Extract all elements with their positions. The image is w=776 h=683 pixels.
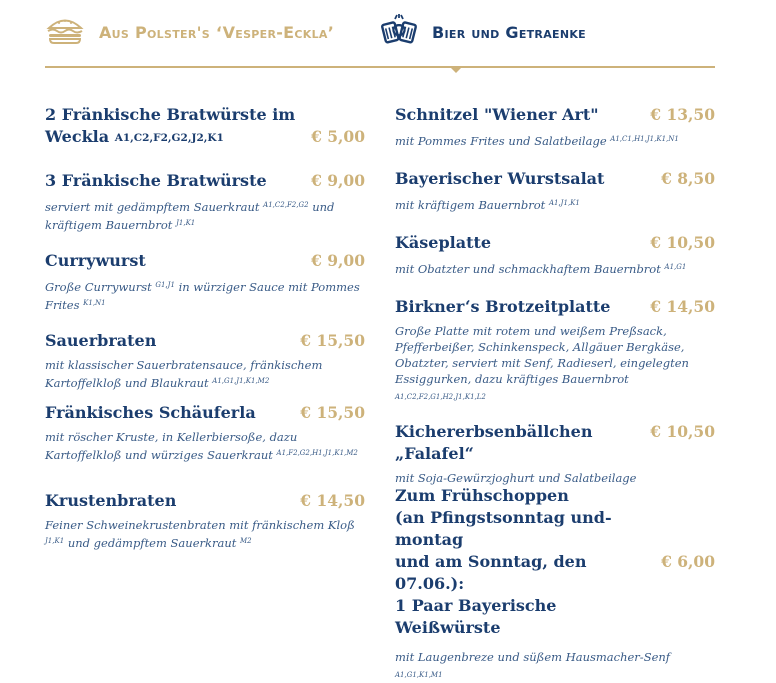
allergen-codes: A1,C2,F2,G1,H2,J1,K1,L2 — [395, 393, 486, 401]
allergen-codes: A1,C2,F2,G2 — [263, 201, 309, 209]
tab-bier-label: Bier und Getraenke — [432, 22, 586, 42]
category-tabs — [0, 0, 776, 80]
menu-item — [45, 104, 365, 170]
item-price: € 14,50 — [300, 491, 365, 510]
item-name: Käseplatte — [395, 233, 492, 252]
item-name: Birkner‘s Brotzeitplatte — [395, 297, 611, 316]
menu-item — [395, 168, 715, 232]
item-name: Schnitzel "Wiener Art" — [395, 105, 599, 124]
item-name: 2 Fränkische Bratwürste im Weckla A1,C2,F2,G2,J2,K1 — [45, 105, 296, 146]
item-description: mit Obatzter und schmackhaftem Bauernbrot $^{A1,G1}$ — [395, 262, 687, 276]
item-name: Bayerischer Wurstsalat — [395, 169, 605, 188]
item-name: Currywurst — [45, 251, 146, 270]
item-description: Große Platte mit rotem und weißem Preßsack, Pfefferbeißer, Schinkenspeck, Allgäuer Bergkäse, Obatzter, serviert mit Senf, Radieserl, eingelegten Essiggurken, dazu kräftiges Bauernbrot A1,C2,F2,G1,H2,J1,K1,L2 — [395, 324, 689, 401]
menu-item — [395, 421, 715, 485]
tab-divider — [45, 66, 715, 68]
item-name: Kichererbsenbällchen „Falafel“ — [395, 422, 593, 463]
allergen-codes: A1,J1,K1 — [548, 199, 580, 207]
item-price: € 6,00 — [661, 552, 715, 571]
menu-item — [45, 330, 365, 402]
allergen-codes: A1,F2,G2,H1,J1,K1,M2 — [276, 449, 358, 457]
item-price: € 8,50 — [661, 169, 715, 188]
burger-icon — [45, 15, 85, 49]
menu-item — [45, 402, 365, 490]
item-name: Sauerbraten — [45, 331, 157, 350]
menu-item — [395, 485, 715, 683]
allergen-codes: A1,G1 — [664, 263, 687, 271]
item-price: € 10,50 — [650, 233, 715, 252]
allergen-codes: A1,G1,K1,M1 — [395, 671, 443, 679]
tab-vesper-eckla[interactable] — [45, 12, 334, 52]
item-description: Große Currywurst $^{G1,J1}$ in würziger Sauce mit Pommes Frites $^{K1,N1}$ — [45, 280, 360, 312]
allergen-codes: M2 — [240, 537, 252, 545]
item-description: mit röscher Kruste, in Kellerbiersoße, dazu Kartoffelkloß und würziges Sauerkraut $^{A1,F2,G2,H1,J1,K1,M2}$ — [45, 430, 358, 462]
allergen-codes: K1,N1 — [83, 299, 106, 307]
item-price: € 15,50 — [300, 331, 365, 350]
item-description: mit Pommes Frites und Salatbeilage $^{A1,C1,H1,J1,K1,N1}$ — [395, 134, 679, 148]
item-price: € 10,50 — [650, 422, 715, 441]
menu-column-right — [395, 104, 715, 683]
active-tab-pointer — [449, 66, 463, 73]
item-name: Zum Frühschoppen (an Pfingstsonntag und-montag und am Sonntag, den 07.06.): 1 Paar Bayerische Weißwürste — [395, 486, 612, 637]
item-name: Krustenbraten — [45, 491, 177, 510]
menu-item — [45, 250, 365, 330]
allergen-codes: J1,K1 — [45, 537, 65, 545]
item-price: € 5,00 — [311, 127, 365, 146]
menu-item — [395, 296, 715, 421]
menu-item — [45, 490, 365, 551]
item-name: Fränkisches Schäuferla — [45, 403, 256, 422]
tab-bier-getraenke[interactable] — [380, 12, 586, 52]
item-price: € 15,50 — [300, 403, 365, 422]
allergen-codes: A1,C1,H1,J1,K1,N1 — [610, 135, 679, 143]
beer-mugs-icon — [380, 13, 418, 51]
menu-column-left — [45, 104, 365, 551]
allergen-codes: J1,K1 — [176, 219, 196, 227]
item-description: mit kräftigem Bauernbrot $^{A1,J1,K1}$ — [395, 198, 580, 212]
allergen-codes: G1,J1 — [155, 281, 175, 289]
item-description: mit Laugenbreze und süßem Hausmacher-Senf A1,G1,K1,M1 — [395, 650, 671, 679]
item-price: € 9,00 — [311, 171, 365, 190]
menu-item — [45, 170, 365, 250]
item-description: mit Soja-Gewürzjoghurt und Salatbeilage — [395, 471, 637, 485]
tab-vesper-label: Aus Polster's ‘Vesper-Eckla’ — [99, 22, 335, 42]
item-description: Feiner Schweinekrustenbraten mit fränkischem Kloß $^{J1,K1}$ und gedämpftem Sauerkraut $^{M2}$ — [45, 518, 355, 550]
item-price: € 9,00 — [311, 251, 365, 270]
allergen-codes: A1,G1,J1,K1,M2 — [212, 377, 270, 385]
item-price: € 14,50 — [650, 297, 715, 316]
menu-item — [395, 104, 715, 168]
item-description: mit klassischer Sauerbratensauce, fränkischem Kartoffelkloß und Blaukraut $^{A1,G1,J1,K1,M2}$ — [45, 358, 323, 390]
item-price: € 13,50 — [650, 105, 715, 124]
item-description: serviert mit gedämpftem Sauerkraut $^{A1,C2,F2,G2}$ und kräftigem Bauernbrot $^{J1,K1}$ — [45, 200, 335, 232]
allergen-codes: A1,C2,F2,G2,J2,K1 — [114, 132, 224, 144]
item-name: 3 Fränkische Bratwürste — [45, 171, 267, 190]
menu-item — [395, 232, 715, 296]
